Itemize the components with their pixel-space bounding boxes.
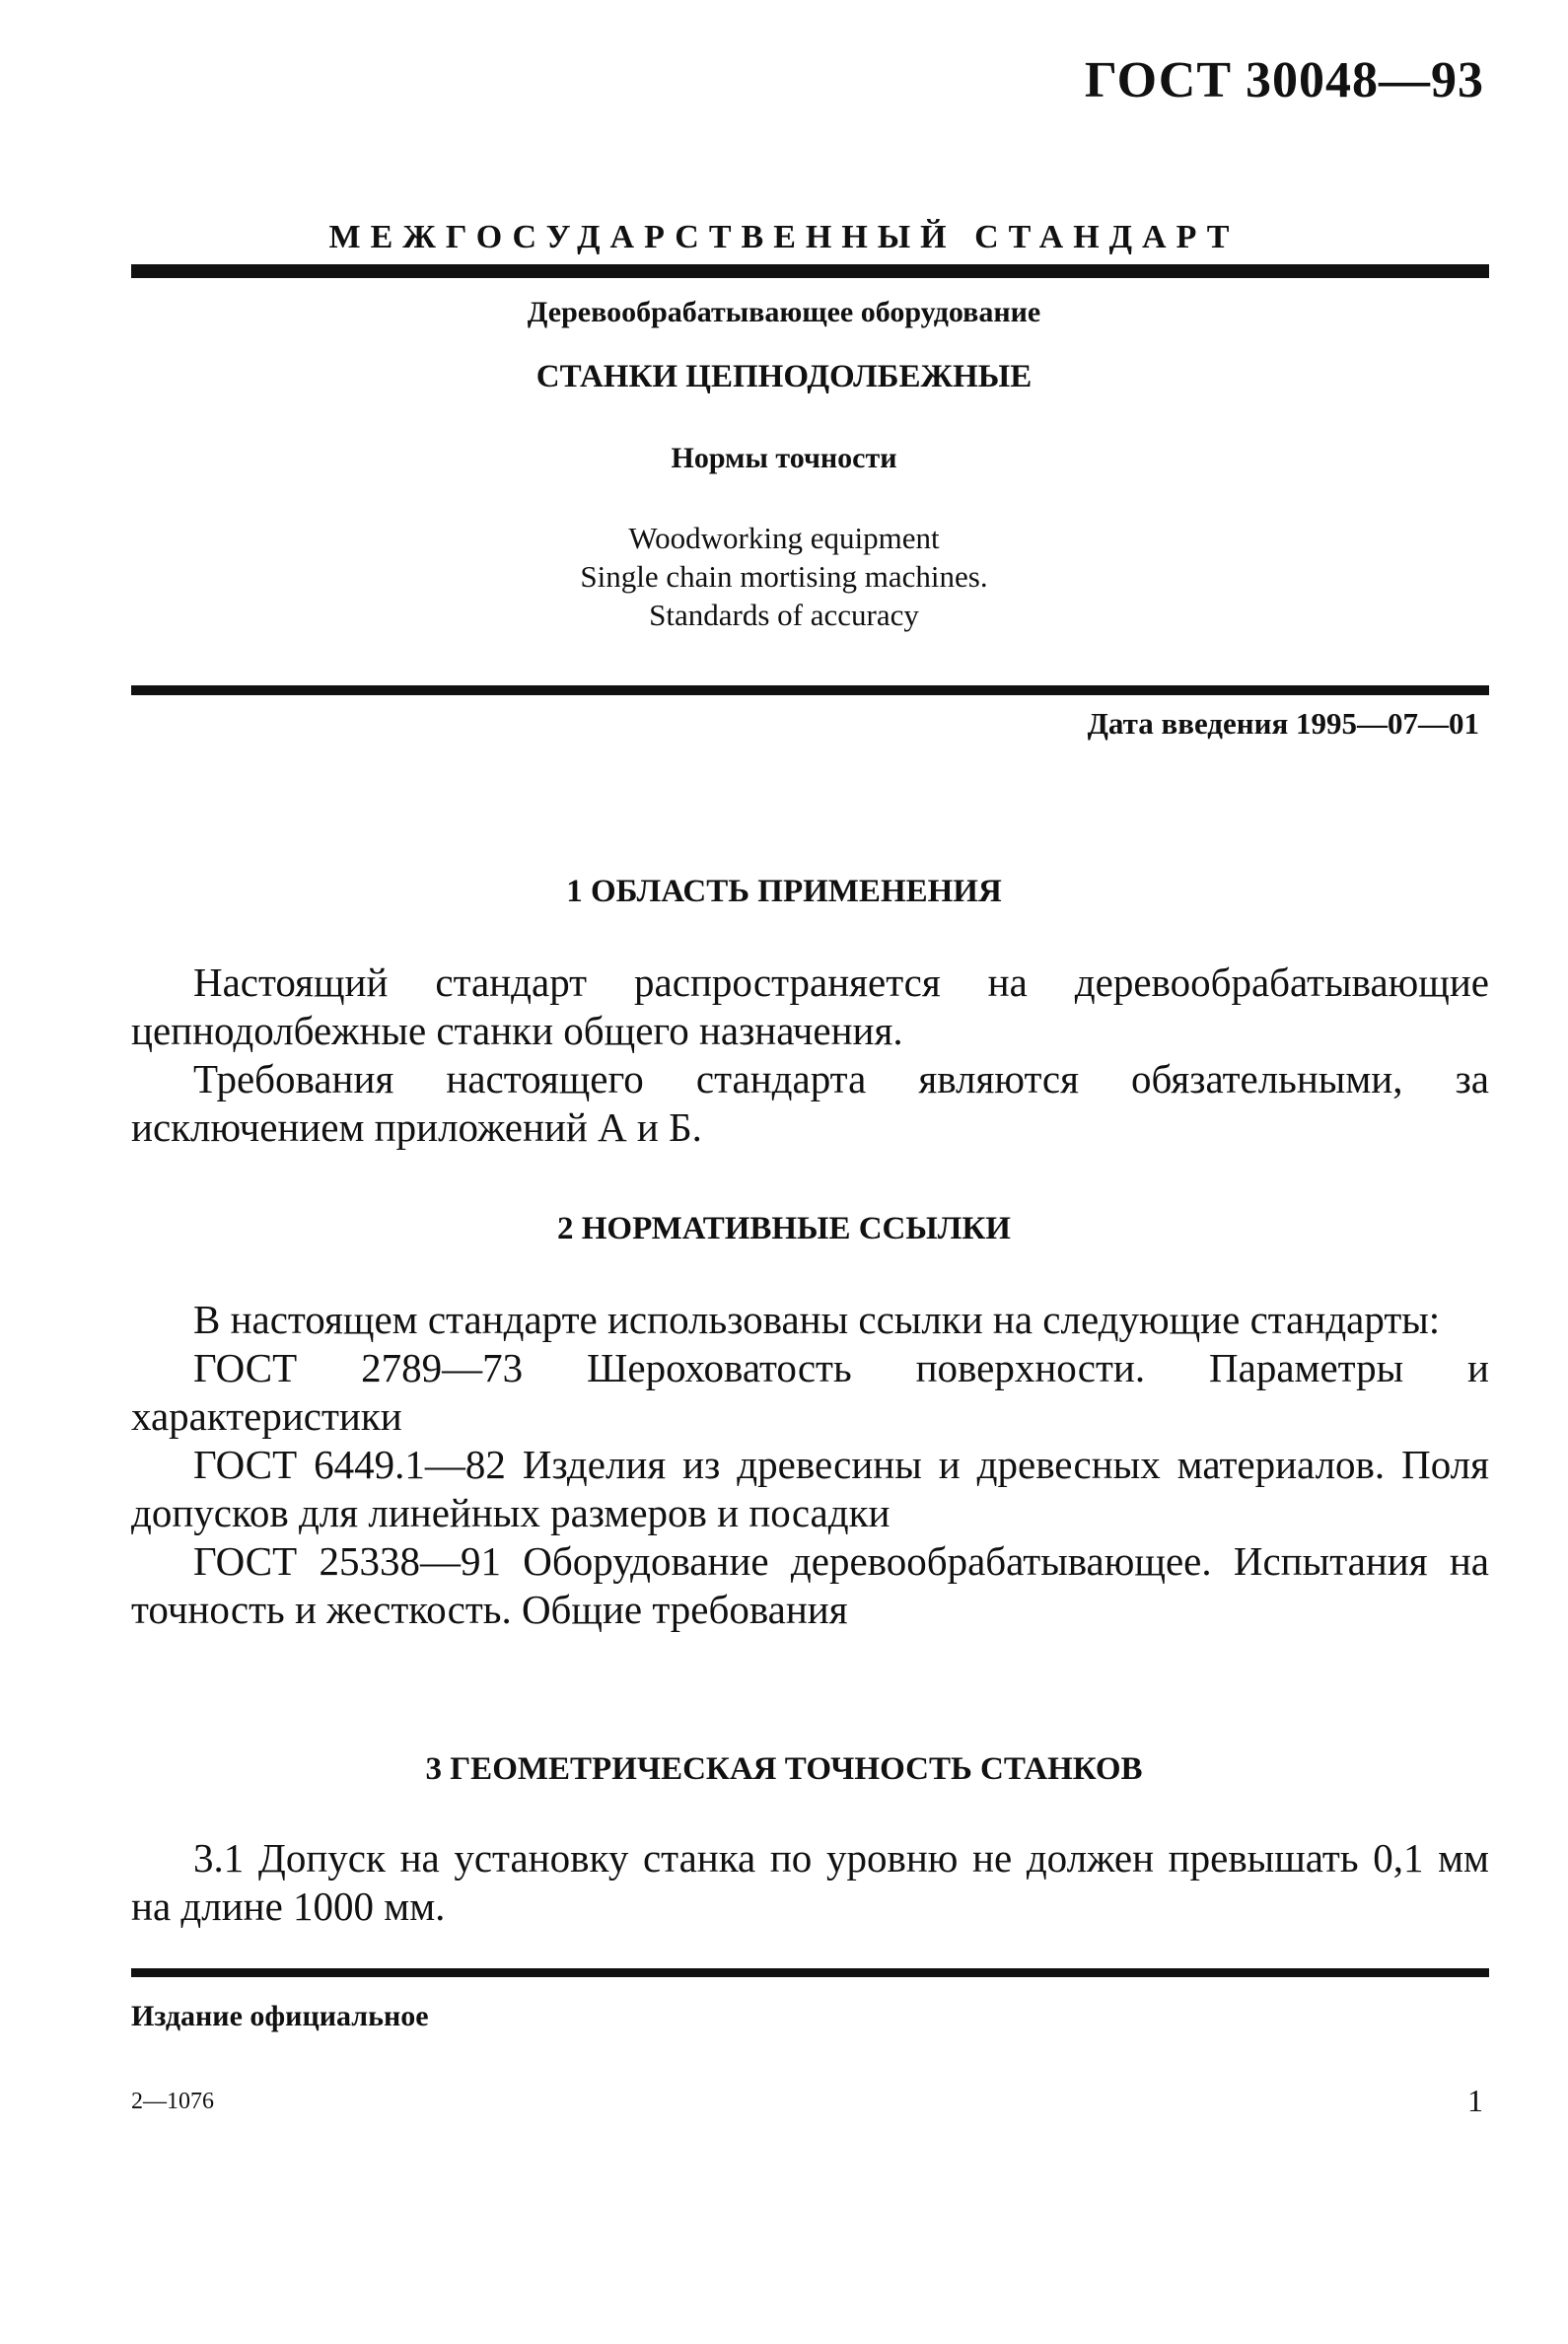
document-subtitle: Нормы точности: [671, 442, 897, 474]
english-title-line: Standards of accuracy: [649, 598, 919, 632]
reference-item: ГОСТ 2789—73 Шероховатость поверхности. Параметры и характеристики: [131, 1345, 1489, 1439]
page-number: 1: [1467, 2083, 1483, 2118]
top-rule: [131, 264, 1489, 278]
section-1-heading: 1 ОБЛАСТЬ ПРИМЕНЕНИЯ: [566, 874, 1002, 909]
edition-label: Издание официальное: [131, 2000, 429, 2032]
english-title-line: Single chain mortising machines.: [580, 559, 988, 594]
document-title: СТАНКИ ЦЕПНОДОЛБЕЖНЫЕ: [535, 359, 1033, 394]
reference-item: ГОСТ 25338—91 Оборудование деревообрабатывающее. Испытания на точность и жесткость. Общие требования: [131, 1538, 1489, 1632]
document-number: ГОСТ 30048—93: [1084, 52, 1484, 108]
reference-item: ГОСТ 6449.1—82 Изделия из древесины и древесных материалов. Поля допусков для линейных размеров и посадки: [131, 1442, 1489, 1535]
effective-date: Дата введения 1995—07—01: [1087, 706, 1479, 741]
middle-rule: [131, 685, 1489, 695]
interstate-standard-label: МЕЖГОСУДАРСТВЕННЫЙ СТАНДАРТ: [328, 219, 1240, 255]
section-1-body: [131, 959, 1489, 1152]
paragraph: Настоящий стандарт распространяется на деревообрабатывающие цепнодолбежные станки общего назначения.: [131, 959, 1489, 1053]
section-2-heading: 2 НОРМАТИВНЫЕ ССЫЛКИ: [557, 1211, 1011, 1246]
paragraph: 3.1 Допуск на установку станка по уровню не должен превышать 0,1 мм на длине 1000 мм.: [131, 1835, 1489, 1929]
section-3-body: [131, 1834, 1489, 1931]
paragraph: Требования настоящего стандарта являются обязательными, за исключением приложений А и Б.: [131, 1056, 1489, 1150]
english-title-line: Woodworking equipment: [628, 521, 940, 555]
bottom-rule: [131, 1968, 1489, 1977]
order-number: 2—1076: [131, 2089, 214, 2114]
section-3-heading: 3 ГЕОМЕТРИЧЕСКАЯ ТОЧНОСТЬ СТАНКОВ: [425, 1751, 1143, 1787]
section-2-body: [131, 1296, 1489, 1634]
paragraph: В настоящем стандарте использованы ссылки на следующие стандарты:: [193, 1297, 1441, 1342]
field-label: Деревообрабатывающее оборудование: [527, 296, 1041, 328]
english-title: [0, 519, 1568, 634]
